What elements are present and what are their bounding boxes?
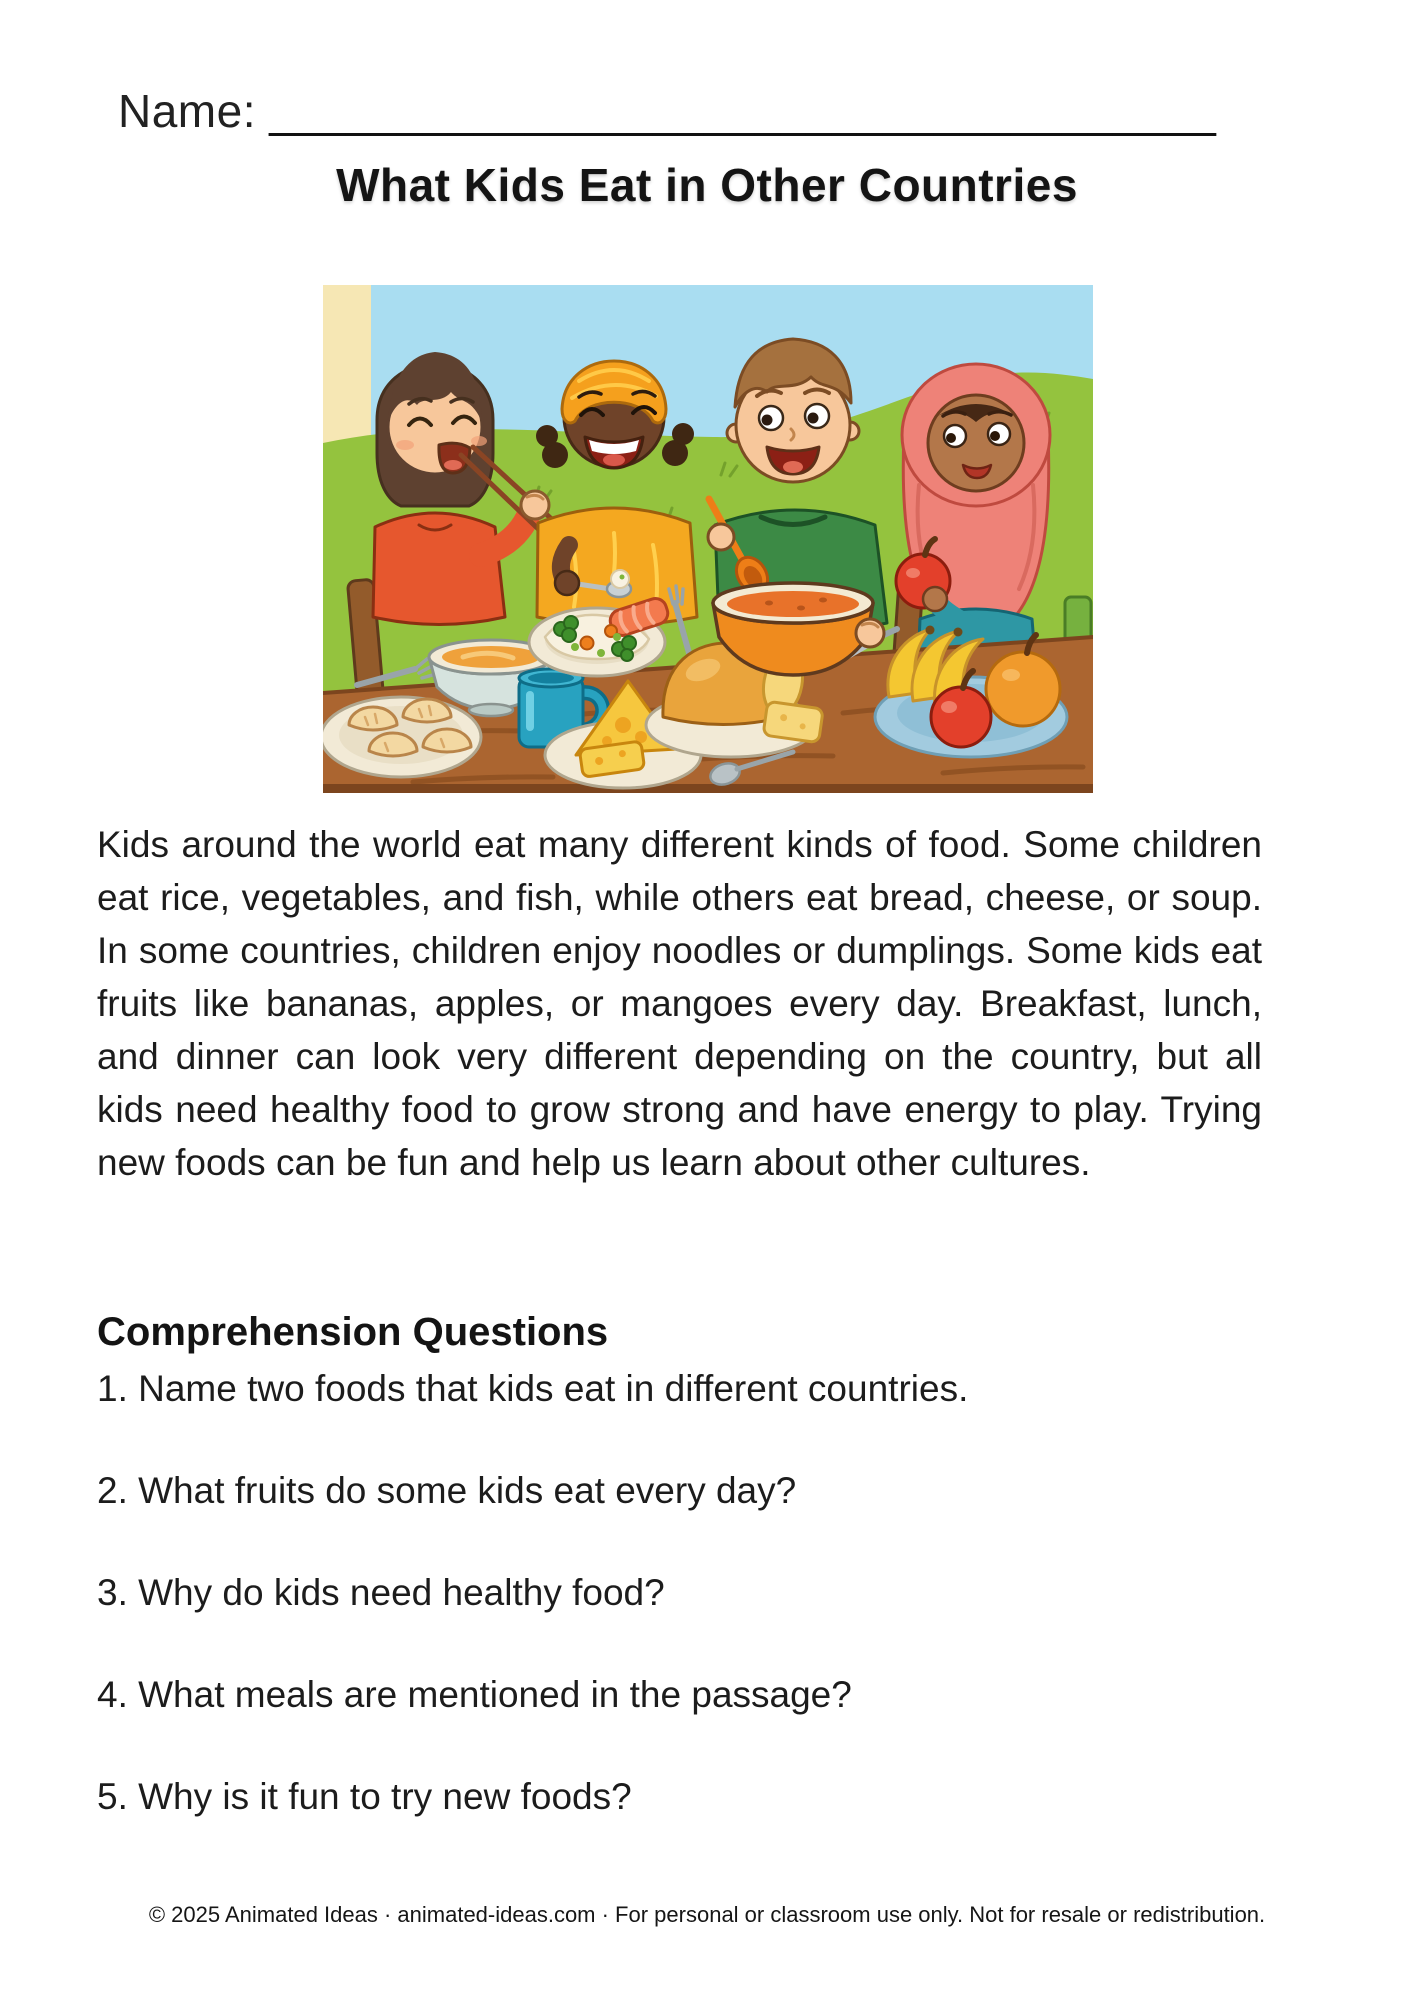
questions-heading: Comprehension Questions <box>97 1310 609 1354</box>
illustration <box>323 285 1093 793</box>
page-title: What Kids Eat in Other Countries <box>336 159 1078 211</box>
question-4: 4. What meals are mentioned in the passage? <box>97 1674 852 1715</box>
reading-passage: Kids around the world eat many different kinds of food. Some children eat rice, vegetables, and fish, while others eat bread, cheese, or soup. In some countries, children enjoy noodles or dumplings. Some kids eat fruits like bananas, apples, or mangoes every day. Breakfast, lunch, and dinner can look very different depending on the country, but all kids need healthy food to grow strong and have energy to play. Trying new foods can be fun and help us learn about other cultures. <box>97 824 1262 1183</box>
question-2: 2. What fruits do some kids eat every day? <box>97 1470 797 1511</box>
worksheet-illustration <box>323 285 1093 793</box>
name-blank-line[interactable]: _____________________________________ <box>269 85 1216 137</box>
dumpling-plate <box>323 697 481 777</box>
question-1: 1. Name two foods that kids eat in different countries. <box>97 1368 969 1409</box>
name-label: Name: <box>118 85 256 137</box>
question-5: 5. Why is it fun to try new foods? <box>97 1776 632 1817</box>
name-row <box>118 84 1216 138</box>
question-3: 3. Why do kids need healthy food? <box>97 1572 665 1613</box>
copyright-footer: © 2025 Animated Ideas · animated-ideas.com · For personal or classroom use only. Not for resale or redistribution. <box>148 1902 1266 1927</box>
